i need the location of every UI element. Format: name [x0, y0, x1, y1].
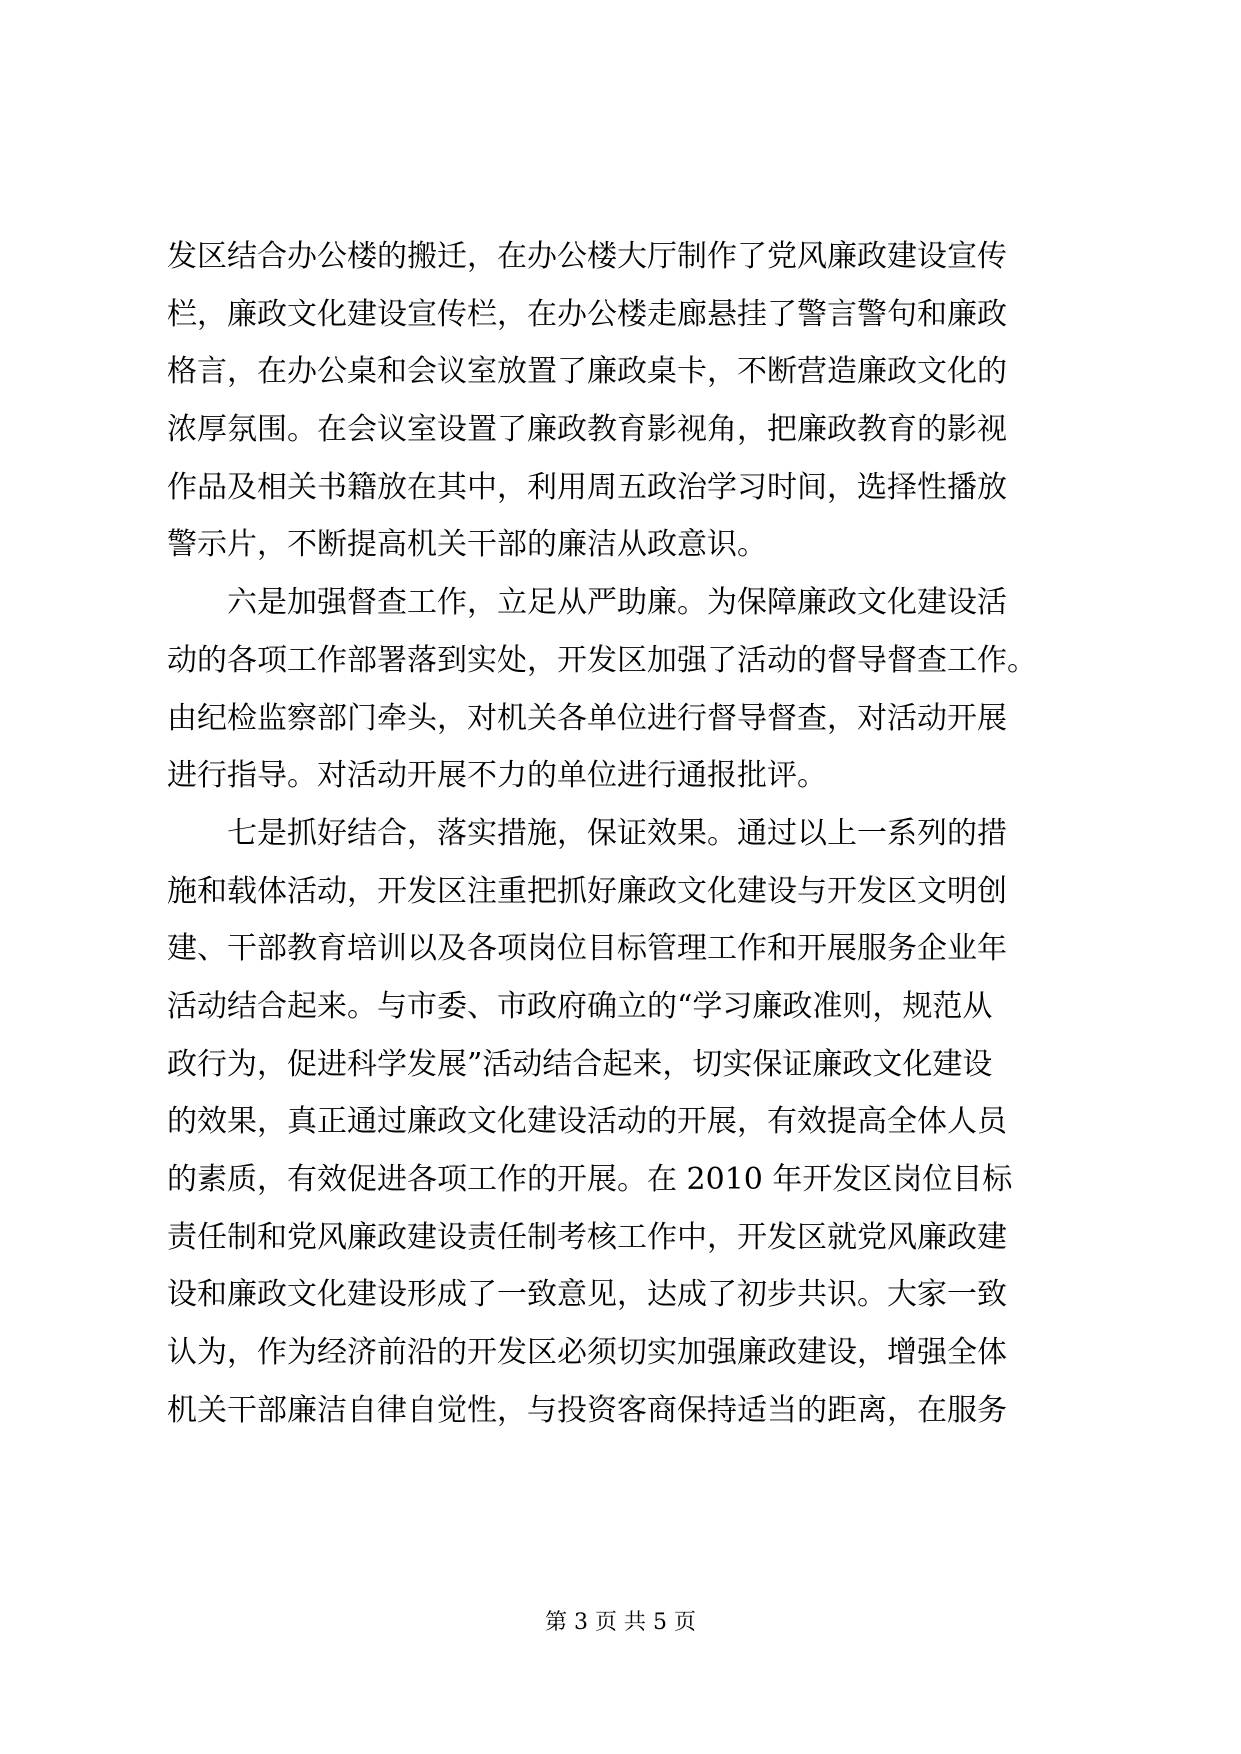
- body-text: [167, 228, 1077, 1439]
- text-line: 由纪检监察部门牵头，对机关各单位进行督导督查，对活动开展: [167, 700, 1007, 736]
- text-line: 的素质，有效促进各项工作的开展。在 2010 年开发区岗位目标: [167, 1162, 1013, 1197]
- paragraph-start-line: 七是抓好结合，落实措施，保证效果。通过以上一系列的措: [227, 815, 1007, 851]
- text-line: 动的各项工作部署落到实处，开发区加强了活动的督导督查工作。: [167, 642, 1037, 678]
- text-line: 栏，廉政文化建设宣传栏，在办公楼走廊悬挂了警言警句和廉政: [167, 296, 1007, 332]
- text-line: 设和廉政文化建设形成了一致意见，达成了初步共识。大家一致: [167, 1277, 1007, 1313]
- text-line: 发区结合办公楼的搬迁，在办公楼大厅制作了党风廉政建设宣传: [167, 239, 1007, 274]
- text-line: 格言，在办公桌和会议室放置了廉政桌卡，不断营造廉政文化的: [167, 354, 1007, 390]
- text-line: 警示片，不断提高机关干部的廉洁从政意识。: [167, 527, 767, 563]
- text-line: 浓厚氛围。在会议室设置了廉政教育影视角，把廉政教育的影视: [167, 412, 1007, 448]
- paragraph-start-line: 六是加强督查工作，立足从严助廉。为保障廉政文化建设活: [227, 585, 1007, 621]
- text-line: 认为，作为经济前沿的开发区必须切实加强廉政建设，增强全体: [167, 1335, 1007, 1371]
- text-line: 的效果，真正通过廉政文化建设活动的开展，有效提高全体人员: [167, 1104, 1007, 1140]
- text-line: 建、干部教育培训以及各项岗位目标管理工作和开展服务企业年: [167, 931, 1007, 967]
- page-number: 第 3 页 共 5 页: [545, 1610, 696, 1635]
- text-line: 活动结合起来。与市委、市政府确立的“学习廉政准则，规范从: [167, 988, 993, 1024]
- text-line: 机关干部廉洁自律自觉性，与投资客商保持适当的距离，在服务: [167, 1392, 1007, 1428]
- text-line: 政行为，促进科学发展”活动结合起来，切实保证廉政文化建设: [167, 1046, 993, 1082]
- page-footer: [0, 1608, 1241, 1638]
- text-line: 作品及相关书籍放在其中，利用周五政治学习时间，选择性播放: [167, 469, 1007, 505]
- text-line: 进行指导。对活动开展不力的单位进行通报批评。: [167, 758, 827, 794]
- text-line: 施和载体活动，开发区注重把抓好廉政文化建设与开发区文明创: [167, 873, 1007, 909]
- text-line: 责任制和党风廉政建设责任制考核工作中，开发区就党风廉政建: [167, 1219, 1007, 1255]
